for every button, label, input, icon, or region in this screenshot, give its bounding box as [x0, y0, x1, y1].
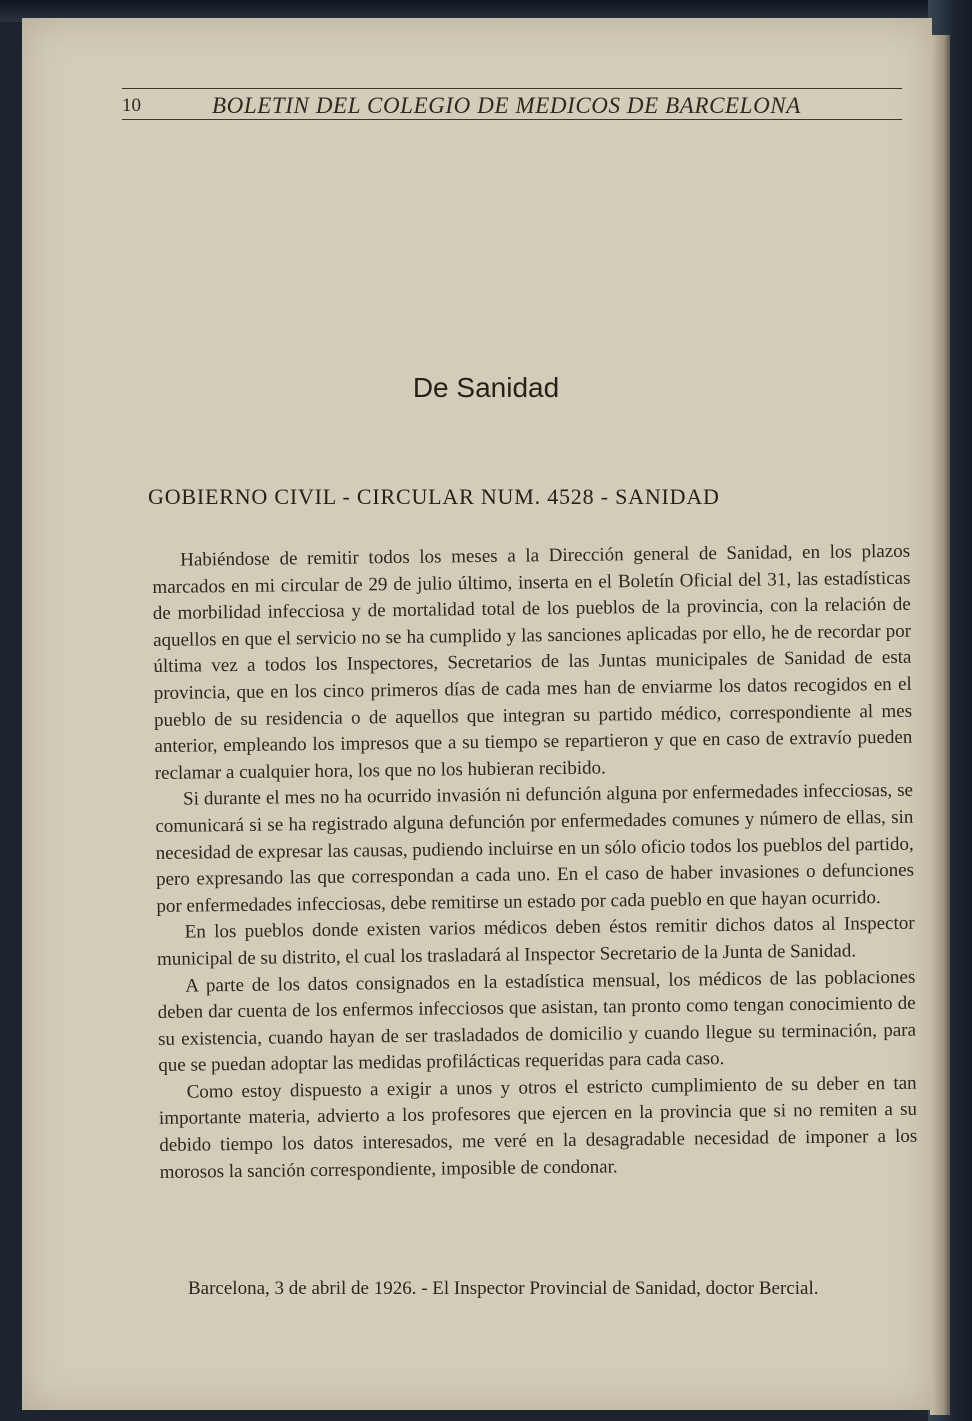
- adjacent-page-edge: [930, 35, 950, 1415]
- paragraph: Como estoy dispuesto a exigir a unos y otros el estricto cumplimiento de su deber en tan importante materia, advierto a los profesores que ejercen en la provincia que si no remiten a su debido tiempo los datos interesados, me veré en la desagradable necesidad de imponer a los morosos la sanción correspondiente, imposible de condonar.: [158, 1072, 918, 1183]
- paragraph: Si durante el mes no ha ocurrido invasión ni defunción alguna por enfermedades infecciosas, se comunicará si se ha registrado alguna defunción por enfermedades comunes y número de ellas, sin necesidad de expresar las causas, pudiendo incluirse en un sólo oficio todos los pueblos del partido, pero expresando las que correspondan a cada uno. En el caso de haber invasiones o defunciones por enfermedades infecciosas, debe remitirse un estado por cada pueblo en que hayan ocurrido.: [155, 780, 915, 917]
- page-number: 10: [122, 95, 141, 116]
- article-subtitle: GOBIERNO CIVIL - CIRCULAR NUM. 4528 - SANIDAD: [148, 484, 720, 509]
- running-title: BOLETIN DEL COLEGIO DE MEDICOS DE BARCELONA: [212, 93, 801, 118]
- paragraph: A parte de los datos consignados en la estadística mensual, los médicos de las poblaciones deben dar cuenta de los enfermos infecciosos que asistan, tan pronto como tengan conocimiento de su existencia, cuando hayan de ser trasladados de domicilio y cuando llegue su terminación, para que se puedan adoptar las medidas profilácticas requeridas para cada caso.: [157, 966, 917, 1077]
- closing-signature: Barcelona, 3 de abril de 1926. - El Inspector Provincial de Sanidad, doctor Bercial.: [188, 1278, 819, 1299]
- paragraph: Habiéndose de remitir todos los meses a la Dirección general de Sanidad, en los plazos marcados en mi circular de 29 de julio último, inserta en el Boletín Oficial del 31, las estadísticas de morbilidad infecciosa y de mortalidad total de los pueblos de la provincia, con la relación de aquellos en que el servicio no se ha cumplido y las sanciones aplicadas por ello, he de recordar por última vez a todos los Inspectores, Secretarios de las Juntas municipales de Sanidad de esta provincia, que en los cinco primeros días de cada mes han de enviarme los datos recogidos en el pueblo de su residencia o de aquellos que integran su partido médico, correspondiente al mes anterior, empleando los impresos que a su tiempo se repartieron y que en caso de extravío pueden reclamar a cualquier hora, los que no los hubieran recibido.: [152, 540, 913, 784]
- paragraph: En los pueblos donde existen varios médicos deben éstos remitir dichos datos al Inspector municipal de su distrito, el cual los trasladará al Inspector Secretario de la Junta de Sanidad.: [156, 913, 915, 970]
- article-body: [152, 539, 918, 1186]
- running-header: [122, 88, 902, 120]
- article-title: De Sanidad: [412, 372, 560, 403]
